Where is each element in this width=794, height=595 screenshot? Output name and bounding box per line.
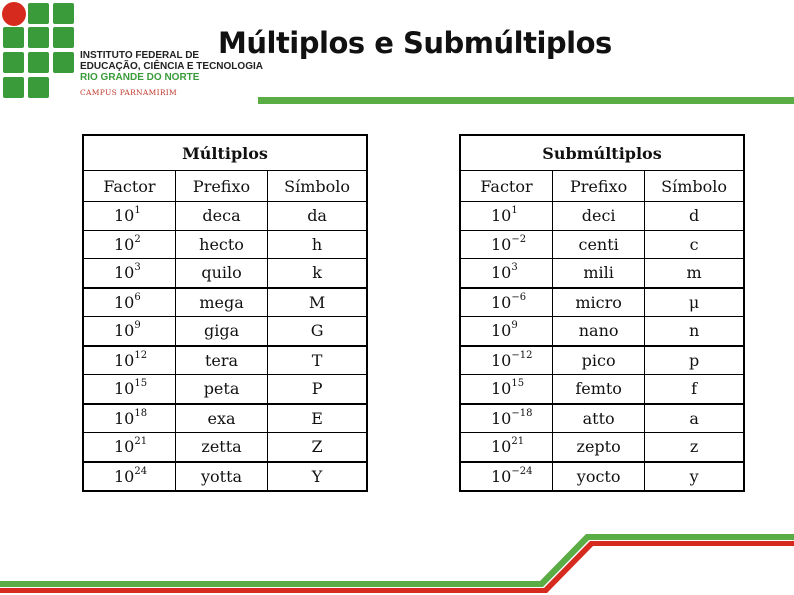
- factor-base: 10: [491, 321, 512, 341]
- table-row: [83, 259, 367, 288]
- prefix-cell: mega: [175, 288, 267, 317]
- prefix-cell: nano: [553, 317, 645, 346]
- factor-exponent: 15: [134, 378, 148, 390]
- factor-cell: [83, 288, 175, 317]
- symbol-cell: m: [645, 259, 744, 288]
- factor-exponent: 12: [134, 349, 148, 361]
- factor-cell: [83, 259, 175, 288]
- factor-exponent: 3: [511, 262, 518, 274]
- factor-exponent: 1: [134, 205, 141, 217]
- table-row: [460, 375, 744, 404]
- factor-base: 10: [114, 292, 135, 312]
- page-title: Múltiplos e Submúltiplos: [218, 26, 612, 60]
- symbol-cell: μ: [645, 288, 744, 317]
- prefix-cell: atto: [553, 404, 645, 433]
- logo-square: [53, 52, 74, 73]
- table-row: [460, 433, 744, 462]
- prefix-cell: deci: [553, 202, 645, 231]
- factor-exponent: 21: [511, 436, 525, 448]
- factor-cell: [460, 288, 553, 317]
- factor-base: 10: [114, 437, 135, 457]
- institution-line: EDUCAÇÃO, CIÊNCIA E TECNOLOGIA: [80, 61, 263, 72]
- campus-name: CAMPUS PARNAMIRIM: [80, 88, 178, 97]
- table-row: [460, 288, 744, 317]
- symbol-cell: E: [268, 404, 367, 433]
- factor-cell: [460, 230, 553, 259]
- column-header: Símbolo: [645, 171, 744, 202]
- factor-cell: [460, 259, 553, 288]
- logo-square: [28, 27, 49, 48]
- factor-base: 10: [114, 466, 135, 486]
- factor-base: 10: [114, 206, 135, 226]
- symbol-cell: k: [268, 259, 367, 288]
- table-row: [460, 202, 744, 231]
- factor-exponent: 9: [134, 320, 141, 332]
- factor-cell: [460, 404, 553, 433]
- factor-exponent: −6: [511, 291, 527, 303]
- factor-base: 10: [114, 234, 135, 254]
- logo-square: [53, 27, 74, 48]
- factor-base: 10: [491, 263, 512, 283]
- table-row: [460, 346, 744, 375]
- symbol-cell: f: [645, 375, 744, 404]
- factor-base: 10: [491, 466, 512, 486]
- prefix-cell: yotta: [175, 462, 267, 492]
- institution-line: INSTITUTO FEDERAL DE: [80, 50, 200, 61]
- logo-square: [3, 27, 24, 48]
- factor-cell: [460, 346, 553, 375]
- bottom-stripes: [0, 525, 794, 595]
- prefix-cell: centi: [553, 230, 645, 259]
- column-header: Prefixo: [553, 171, 645, 202]
- symbol-cell: c: [645, 230, 744, 259]
- symbol-cell: T: [268, 346, 367, 375]
- table-title: Múltiplos: [83, 135, 367, 171]
- factor-cell: [83, 404, 175, 433]
- factor-base: 10: [114, 263, 135, 283]
- prefix-cell: deca: [175, 202, 267, 231]
- submultiples-table: [459, 134, 745, 492]
- factor-exponent: −12: [511, 349, 533, 361]
- table-row: [83, 288, 367, 317]
- factor-base: 10: [491, 206, 512, 226]
- symbol-cell: p: [645, 346, 744, 375]
- factor-cell: [83, 202, 175, 231]
- prefix-cell: giga: [175, 317, 267, 346]
- factor-base: 10: [491, 350, 512, 370]
- column-header: Prefixo: [175, 171, 267, 202]
- factor-base: 10: [114, 350, 135, 370]
- symbol-cell: Z: [268, 433, 367, 462]
- prefix-cell: exa: [175, 404, 267, 433]
- table-row: [460, 404, 744, 433]
- factor-exponent: 2: [134, 233, 141, 245]
- factor-cell: [83, 230, 175, 259]
- prefix-cell: hecto: [175, 230, 267, 259]
- factor-cell: [460, 375, 553, 404]
- factor-exponent: 21: [134, 436, 148, 448]
- symbol-cell: M: [268, 288, 367, 317]
- factor-exponent: 1: [511, 205, 518, 217]
- factor-base: 10: [491, 379, 512, 399]
- prefix-cell: mili: [553, 259, 645, 288]
- prefix-cell: zetta: [175, 433, 267, 462]
- factor-cell: [83, 433, 175, 462]
- factor-cell: [83, 346, 175, 375]
- symbol-cell: h: [268, 230, 367, 259]
- prefix-cell: micro: [553, 288, 645, 317]
- prefix-cell: tera: [175, 346, 267, 375]
- prefix-cell: zepto: [553, 433, 645, 462]
- prefix-cell: peta: [175, 375, 267, 404]
- table-row: [83, 202, 367, 231]
- logo-square: [3, 52, 24, 73]
- factor-base: 10: [114, 379, 135, 399]
- table-row: [460, 462, 744, 492]
- factor-base: 10: [491, 437, 512, 457]
- logo-red-dot: [2, 2, 26, 26]
- factor-exponent: 3: [134, 262, 141, 274]
- factor-exponent: 9: [511, 320, 518, 332]
- factor-cell: [460, 433, 553, 462]
- prefix-cell: quilo: [175, 259, 267, 288]
- table-row: [83, 462, 367, 492]
- table-title: Submúltiplos: [460, 135, 744, 171]
- factor-cell: [460, 317, 553, 346]
- prefix-cell: pico: [553, 346, 645, 375]
- logo-square: [28, 52, 49, 73]
- table-row: [83, 230, 367, 259]
- factor-cell: [83, 462, 175, 492]
- factor-base: 10: [491, 408, 512, 428]
- symbol-cell: n: [645, 317, 744, 346]
- factor-exponent: −18: [511, 407, 533, 419]
- table-row: [83, 346, 367, 375]
- factor-exponent: 15: [511, 378, 525, 390]
- logo-square: [28, 3, 49, 24]
- symbol-cell: da: [268, 202, 367, 231]
- table-row: [460, 259, 744, 288]
- table-row: [460, 230, 744, 259]
- factor-cell: [460, 202, 553, 231]
- symbol-cell: z: [645, 433, 744, 462]
- table-row: [83, 317, 367, 346]
- factor-cell: [460, 462, 553, 492]
- factor-cell: [83, 317, 175, 346]
- table-row: [83, 375, 367, 404]
- prefix-cell: yocto: [553, 462, 645, 492]
- factor-exponent: −2: [511, 233, 527, 245]
- factor-exponent: 18: [134, 407, 148, 419]
- header-divider: [258, 97, 794, 104]
- symbol-cell: G: [268, 317, 367, 346]
- factor-exponent: −24: [511, 465, 533, 477]
- table-row: [83, 404, 367, 433]
- factor-exponent: 6: [134, 291, 141, 303]
- column-header: Factor: [460, 171, 553, 202]
- factor-exponent: 24: [134, 465, 148, 477]
- logo-square: [3, 77, 24, 98]
- symbol-cell: a: [645, 404, 744, 433]
- prefix-cell: femto: [553, 375, 645, 404]
- table-row: [460, 317, 744, 346]
- column-header: Símbolo: [268, 171, 367, 202]
- factor-cell: [83, 375, 175, 404]
- symbol-cell: P: [268, 375, 367, 404]
- symbol-cell: Y: [268, 462, 367, 492]
- factor-base: 10: [114, 408, 135, 428]
- symbol-cell: d: [645, 202, 744, 231]
- factor-base: 10: [114, 321, 135, 341]
- factor-base: 10: [491, 292, 512, 312]
- table-row: [83, 433, 367, 462]
- symbol-cell: y: [645, 462, 744, 492]
- institution-line: RIO GRANDE DO NORTE: [80, 72, 200, 83]
- factor-base: 10: [491, 234, 512, 254]
- column-header: Factor: [83, 171, 175, 202]
- multiples-table: [82, 134, 368, 492]
- logo-square: [28, 77, 49, 98]
- logo-square: [53, 3, 74, 24]
